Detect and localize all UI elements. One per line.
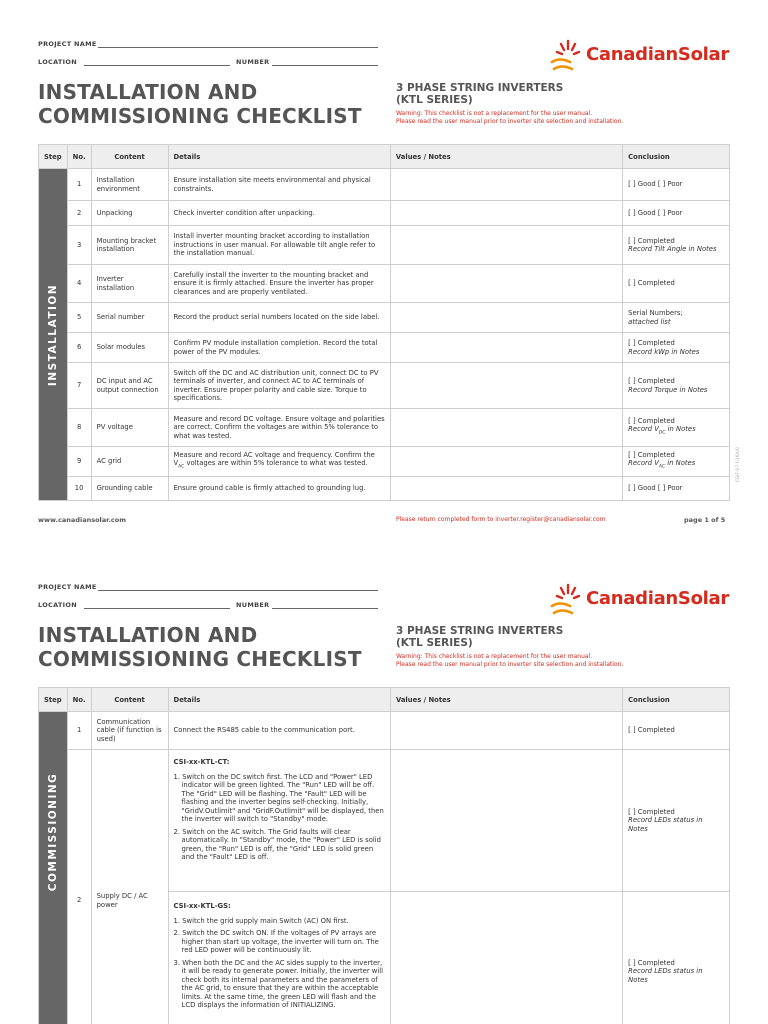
footer-website[interactable]: www.canadiansolar.com	[38, 516, 127, 524]
conclusion-cell[interactable]: [ ] Good [ ] Poor	[623, 201, 730, 226]
col-content: Content	[91, 145, 168, 169]
table-row: 9 AC grid Measure and record AC voltage and frequency. Confirm the $V_{AC}$ voltages are within 5% tolerance to what was tested. [ ] Completed Record $V_{AC}$ in Notes	[39, 447, 730, 477]
table-header-row	[39, 145, 730, 169]
notes-cell[interactable]	[390, 750, 622, 892]
sun-logo-icon	[548, 582, 582, 618]
form-code: CSIF-07-016A/0	[736, 447, 741, 482]
col-values: Values / Notes	[390, 145, 622, 169]
number-label: NUMBER	[236, 601, 270, 609]
page-subtitle: 3 PHASE STRING INVERTERS (KTL SERIES)	[396, 625, 564, 649]
conclusion-cell[interactable]: Serial Numbers; attached list	[623, 303, 730, 333]
notes-cell[interactable]	[390, 363, 622, 409]
conclusion-cell[interactable]: [ ] Good [ ] Poor	[623, 477, 730, 501]
warning-text: Warning: This checklist is not a replacement for the user manual. Please read the user manual prior to inverter site selection and installation.	[396, 653, 624, 668]
table-row: 2 Supply DC / AC power CSI-xx-KTL-CT: 1. Switch on the DC switch first. The LCD and "Power" LED indicator will be green lighted. The "Run" LED will be off. The "Grid" LED will be flashing. The "Fault" LED will be flashing and the inverter begins self-checking. Initially, "GridV.Outlimit" and "GridF.Outlimit" will be displayed, then the inverter will switch to "Standby" mode. 2. Switch on the AC switch. The Grid faults will clear automatically. In "Standby" mode, the "Power" LED is solid green, the "Run" LED is off, the "Grid" LED is solid green and the "Fault" LED is off. [ ] Completed Record LEDs status in Notes	[39, 750, 730, 892]
table-row: 10 Grounding cable Ensure ground cable is firmly attached to grounding lug. [ ] Good [ ] Poor	[39, 477, 730, 501]
conclusion-cell[interactable]: [ ] Completed Record kWp in Notes	[623, 333, 730, 363]
notes-cell[interactable]	[390, 712, 622, 750]
col-details: Details	[168, 145, 390, 169]
conclusion-cell[interactable]: [ ] Completed Record $V_{DC}$ in Notes	[623, 409, 730, 447]
col-content: Content	[91, 688, 168, 712]
page-title: INSTALLATION AND COMMISSIONING CHECKLIST	[38, 623, 362, 671]
notes-cell[interactable]	[390, 892, 622, 1024]
number-label: NUMBER	[236, 58, 270, 66]
conclusion-cell[interactable]: [ ] Completed Record Torque in Notes	[623, 363, 730, 409]
col-details: Details	[168, 688, 390, 712]
brand-name: CanadianSolar	[586, 588, 729, 609]
canadian-solar-logo	[548, 582, 733, 622]
notes-cell[interactable]	[390, 447, 622, 477]
table-row: 5 Serial number Record the product serial numbers located on the side label. Serial Numbers; attached list	[39, 303, 730, 333]
project-name-label: PROJECT NAME	[38, 583, 97, 591]
conclusion-cell[interactable]: [ ] Completed	[623, 712, 730, 750]
table-row: 3 Mounting bracket installation Install inverter mounting bracket according to installation instructions in user manual. For allowable tilt angle refer to the installation manual. [ ] Completed Record Tilt Angle in Notes	[39, 226, 730, 265]
table-row: 7 DC input and AC output connection Switch off the DC and AC distribution unit, connect DC to PV terminals of inverter, and connect AC to AC terminals of inverter. Ensure proper polarity and cable size. Torque to specifications. [ ] Completed Record Torque in Notes	[39, 363, 730, 409]
col-conclusion: Conclusion	[623, 688, 730, 712]
page-subtitle: 3 PHASE STRING INVERTERS (KTL SERIES)	[396, 82, 564, 106]
conclusion-cell[interactable]: [ ] Good [ ] Poor	[623, 169, 730, 201]
notes-cell[interactable]	[390, 409, 622, 447]
conclusion-cell[interactable]: [ ] Completed Record LEDs status in Notes	[623, 750, 730, 892]
col-step: Step	[39, 145, 68, 169]
installation-checklist-table	[38, 144, 730, 501]
commissioning-checklist-table	[38, 687, 730, 1024]
location-label: LOCATION	[38, 601, 77, 609]
footer-return-note: Please return completed form to inverter.register@canadiansolar.com	[396, 516, 606, 523]
number-field[interactable]	[272, 65, 378, 66]
gs-procedure: CSI-xx-KTL-GS: 1. Switch the grid supply main Switch (AC) ON first. 2. Switch the DC switch ON. If the voltages of PV arrays are higher than start up voltage, the inverter will turn on. The red LED power will be continuously lit. 3. When both the DC and the AC sides supply to the inverter, it will be ready to generate power. Initially, the inverter will check both its internal parameters and the parameters of the AC grid, to ensure that they are within the acceptable limits. At the same time, the green LED will flash and the LCD displays the information of INITIALIZING.	[168, 892, 390, 1024]
number-field[interactable]	[272, 608, 378, 609]
table-row: INSTALLATION 1 Installation environment Ensure installation site meets environmental and physical constraints. [ ] Good [ ] Poor	[39, 169, 730, 201]
warning-text: Warning: This checklist is not a replacement for the user manual. Please read the user manual prior to inverter site selection and installation.	[396, 110, 624, 125]
notes-cell[interactable]	[390, 303, 622, 333]
canadian-solar-logo	[548, 38, 733, 78]
brand-name: CanadianSolar	[586, 44, 729, 65]
table-row: 8 PV voltage Measure and record DC voltage. Ensure voltage and polarities are correct. Confirm the voltages are within 5% tolerance to what was tested. [ ] Completed Record $V_{DC}$ in Notes	[39, 409, 730, 447]
notes-cell[interactable]	[390, 169, 622, 201]
notes-cell[interactable]	[390, 226, 622, 265]
table-header-row	[39, 688, 730, 712]
notes-cell[interactable]	[390, 477, 622, 501]
col-no: No.	[67, 688, 91, 712]
conclusion-cell[interactable]: [ ] Completed Record LEDs status in Notes	[623, 892, 730, 1024]
table-row: 2 Unpacking Check inverter condition after unpacking. [ ] Good [ ] Poor	[39, 201, 730, 226]
ct-procedure: CSI-xx-KTL-CT: 1. Switch on the DC switch first. The LCD and "Power" LED indicator will be green lighted. The "Run" LED will be off. The "Grid" LED will be flashing. The "Fault" LED will be flashing and the inverter begins self-checking. Initially, "GridV.Outlimit" and "GridF.Outlimit" will be displayed, then the inverter will switch to "Standby" mode. 2. Switch on the AC switch. The Grid faults will clear automatically. In "Standby" mode, the "Power" LED is solid green, the "Run" LED is off, the "Grid" LED is solid green and the "Fault" LED is off.	[168, 750, 390, 892]
col-no: No.	[67, 145, 91, 169]
table-row: 4 Inverter installation Carefully install the inverter to the mounting bracket and ensure it is firmly attached. Ensure the inverter has proper clearances and are properly ventilated. [ ] Completed	[39, 265, 730, 303]
col-step: Step	[39, 688, 68, 712]
notes-cell[interactable]	[390, 333, 622, 363]
conclusion-cell[interactable]: [ ] Completed	[623, 265, 730, 303]
table-row: 6 Solar modules Confirm PV module installation completion. Record the total power of the PV modules. [ ] Completed Record kWp in Notes	[39, 333, 730, 363]
project-name-label: PROJECT NAME	[38, 40, 97, 48]
notes-cell[interactable]	[390, 265, 622, 303]
section-installation: INSTALLATION	[39, 169, 68, 501]
section-commissioning: COMMISSIONING	[39, 712, 68, 1024]
conclusion-cell[interactable]: [ ] Completed Record $V_{AC}$ in Notes	[623, 447, 730, 477]
col-conclusion: Conclusion	[623, 145, 730, 169]
project-name-field[interactable]	[98, 47, 378, 48]
footer-page-number: page 1 of 5	[684, 516, 726, 524]
project-name-field[interactable]	[98, 590, 378, 591]
table-row: COMMISSIONING 1 Communication cable (if function is used) Connect the RS485 cable to the communication port. [ ] Completed	[39, 712, 730, 750]
location-label: LOCATION	[38, 58, 77, 66]
location-field[interactable]	[84, 608, 230, 609]
sun-logo-icon	[548, 38, 582, 74]
notes-cell[interactable]	[390, 201, 622, 226]
checklist-page-2	[0, 540, 768, 1024]
page-title: INSTALLATION AND COMMISSIONING CHECKLIST	[38, 80, 362, 128]
col-values: Values / Notes	[390, 688, 622, 712]
location-field[interactable]	[84, 65, 230, 66]
conclusion-cell[interactable]: [ ] Completed Record Tilt Angle in Notes	[623, 226, 730, 265]
